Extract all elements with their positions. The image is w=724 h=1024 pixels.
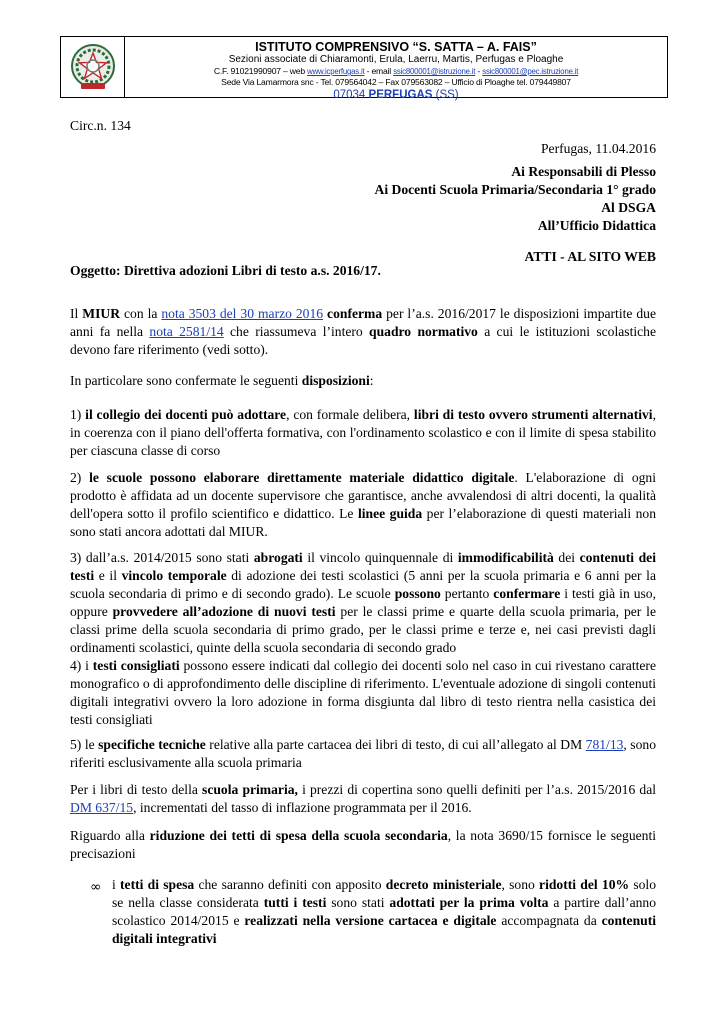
letterhead	[60, 36, 668, 101]
cf-text: C.F. 91021990907 – web	[213, 66, 308, 76]
recipient-2: Ai Docenti Scuola Primaria/Secondaria 1° grado	[374, 182, 656, 197]
email-separator: -	[475, 66, 483, 76]
date-line: Perfugas, 11.04.2016	[540, 141, 656, 156]
address-line: Sede Via Lamarmora snc - Tel. 079564042 – Fax 079563082 – Ufficio di Ploaghe tel. 079449807	[221, 77, 571, 87]
city-line	[125, 88, 667, 102]
email-link[interactable]: ssic800001@istruzione.it	[393, 67, 476, 76]
city-name: PERFUGAS	[368, 89, 433, 101]
dm-637-link[interactable]: DM 637/15	[70, 800, 134, 815]
point-5: 5) le specifiche tecniche relative alla parte cartacea dei libri di testo, di cui all’allegato al DM 781/13, sono riferiti esclusivamente alla scuola primaria	[70, 737, 656, 770]
point-4: 4) i testi consigliati possono essere indicati dal collegio dei docenti solo nel caso in cui rivestano carattere monografico o di approfondimento delle discipline di riferimento. L'eventuale adozione di singoli contenuti digitali integrativi ovvero la loro adozione in forma disgiunta dal libro di testo rientra nella casistica dei testi consigliati	[70, 658, 656, 727]
paragraph-disposizioni: In particolare sono confermate le seguenti disposizioni:	[70, 373, 374, 388]
postal-code: 07034	[333, 89, 369, 101]
bullet-item: i tetti di spesa che saranno definiti con apposito decreto ministeriale, sono ridotti del 10% solo se nella classe considerata tutti i testi sono stati adottati per la prima volta a partire dall’anno scolastico 2014/2015 e realizzati nella versione cartacea e digitale accompagnata da contenuti digitali integrativi	[112, 877, 656, 946]
paragraph-primaria: Per i libri di testo della scuola primaria, i prezzi di copertina sono quelli definiti per l’a.s. 2015/2016 dal DM 637/15, incrementati del tasso di inflazione programmata per il 2016.	[70, 782, 656, 815]
dm-781-link[interactable]: 781/13	[585, 737, 624, 752]
recipient-3: Al DSGA	[601, 200, 656, 215]
nota-2581-link[interactable]: nota 2581/14	[149, 324, 224, 339]
web-link[interactable]: www.icperfugas.it	[307, 67, 365, 76]
paragraph-secondaria: Riguardo alla riduzione dei tetti di spesa della scuola secondaria, la nota 3690/15 fornisce le seguenti precisazioni	[70, 828, 656, 861]
contacts-line	[125, 66, 667, 77]
point-1: 1) il collegio dei docenti può adottare, con formale delibera, libri di testo ovvero strumenti alternativi, in coerenza con il piano dell'offerta formativa, con l'ordinamento scolastico e con il limite di spesa stabilito per ciascuna classe di corso	[70, 407, 656, 458]
circular-number: Circ.n. 134	[70, 118, 131, 133]
recipient-1: Ai Responsabili di Plesso	[511, 164, 656, 179]
bullet-symbol: ∞	[90, 879, 102, 895]
italian-republic-emblem-icon	[67, 41, 119, 93]
email-prefix: - email	[364, 66, 394, 76]
subject-line: Oggetto: Direttiva adozioni Libri di testo a.s. 2016/17.	[70, 263, 381, 278]
institute-name: ISTITUTO COMPRENSIVO “S. SATTA – A. FAIS”	[255, 40, 537, 54]
point-3: 3) dall’a.s. 2014/2015 sono stati abrogati il vincolo quinquennale di immodificabilità dei contenuti dei testi e il vincolo temporale di adozione dei testi scolastici (5 anni per la scuola primaria e 6 anni per la scuola secondaria di primo e di secondo grado). Le scuole possono pertanto confermare i testi già in uso, oppure provvedere all’adozione di nuovi testi per le classi prime e quarte della scuola primaria, per le classi prime della scuola secondaria di primo grado, per le classi prime e terze e, nei casi previsti dagli ordinamenti scolastici, quinte della scuola secondaria di secondo grado	[70, 550, 656, 655]
pec-email-link[interactable]: ssic800001@pec.istruzione.it	[482, 67, 579, 76]
sections-line: Sezioni associate di Chiaramonti, Erula, Laerru, Martis, Perfugas e Ploaghe	[228, 54, 564, 65]
recipient-4: All’Ufficio Didattica	[537, 218, 656, 233]
point-2: 2) le scuole possono elaborare direttamente materiale didattico digitale. L'elaborazione di ogni prodotto è affidata ad un docente supervisore che garantisce, anche avvalendosi di altri docenti, la qualità dell'opera sotto il profilo scientifico e didattico. Le linee guida per l’elaborazione di questi materiali non sono stati ancora adottati dal MIUR.	[70, 470, 656, 539]
nota-3503-link[interactable]: nota 3503 del 30 marzo 2016	[161, 306, 324, 321]
letterhead-text	[125, 37, 667, 101]
emblem-box	[61, 37, 125, 97]
paragraph-intro: Il MIUR con la nota 3503 del 30 marzo 2016 conferma per l’a.s. 2016/2017 le disposizioni impartite due anni fa nella nota 2581/14 che riassumeva l’intero quadro normativo a cui le istituzioni scolastiche devono fare riferimento (vedi sotto).	[70, 306, 657, 357]
province: (SS)	[432, 89, 459, 101]
atti-line: ATTI - AL SITO WEB	[524, 249, 656, 264]
